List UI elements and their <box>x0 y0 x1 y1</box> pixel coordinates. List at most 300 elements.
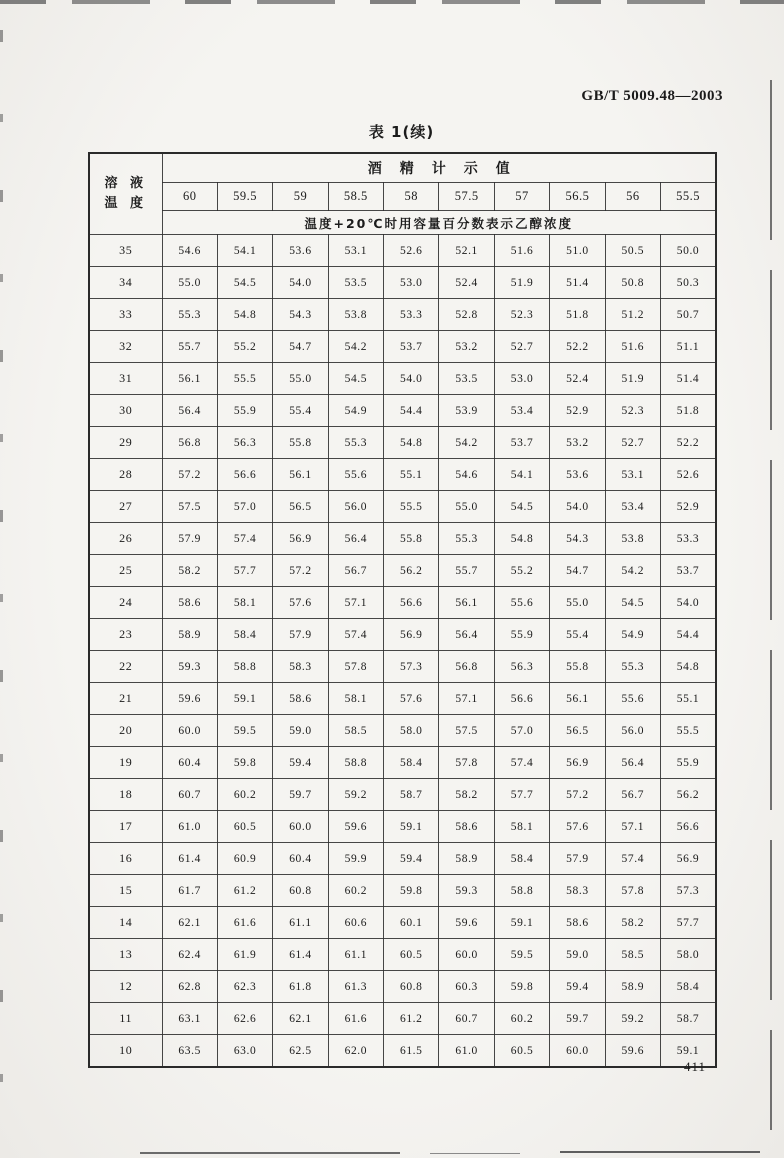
value-cell: 60.4 <box>162 747 217 779</box>
value-cell: 54.4 <box>661 619 717 651</box>
value-cell: 58.3 <box>550 875 605 907</box>
value-cell: 60.4 <box>273 843 328 875</box>
value-cell: 62.8 <box>162 971 217 1003</box>
value-cell: 53.7 <box>384 331 439 363</box>
value-cell: 56.3 <box>217 427 272 459</box>
table-row <box>89 875 716 907</box>
table-row <box>89 747 716 779</box>
value-cell: 55.1 <box>661 683 717 715</box>
value-cell: 55.0 <box>550 587 605 619</box>
value-cell: 55.3 <box>162 299 217 331</box>
value-cell: 59.6 <box>162 683 217 715</box>
table-row <box>89 555 716 587</box>
value-cell: 58.4 <box>384 747 439 779</box>
value-cell: 52.6 <box>661 459 717 491</box>
value-cell: 55.5 <box>384 491 439 523</box>
column-header-cell: 59 <box>273 183 328 211</box>
value-cell: 59.5 <box>494 939 549 971</box>
value-cell: 56.1 <box>162 363 217 395</box>
value-cell: 60.0 <box>439 939 494 971</box>
table-row <box>89 299 716 331</box>
value-cell: 57.3 <box>661 875 717 907</box>
value-cell: 56.4 <box>328 523 383 555</box>
value-cell: 55.6 <box>328 459 383 491</box>
value-cell: 58.0 <box>384 715 439 747</box>
value-cell: 57.7 <box>661 907 717 939</box>
value-cell: 54.0 <box>273 267 328 299</box>
value-cell: 61.6 <box>328 1003 383 1035</box>
column-header-cell: 57 <box>494 183 549 211</box>
standard-code: GB/T 5009.48—2003 <box>581 88 723 104</box>
value-cell: 61.2 <box>384 1003 439 1035</box>
value-cell: 52.4 <box>439 267 494 299</box>
column-header-cell: 55.5 <box>661 183 717 211</box>
value-cell: 55.5 <box>661 715 717 747</box>
value-cell: 63.5 <box>162 1035 217 1068</box>
value-cell: 60.0 <box>162 715 217 747</box>
value-cell: 57.3 <box>384 651 439 683</box>
value-cell: 59.9 <box>328 843 383 875</box>
value-cell: 54.9 <box>328 395 383 427</box>
value-cell: 60.7 <box>162 779 217 811</box>
value-cell: 60.5 <box>217 811 272 843</box>
value-cell: 59.7 <box>550 1003 605 1035</box>
value-cell: 52.7 <box>605 427 660 459</box>
value-cell: 55.0 <box>273 363 328 395</box>
value-cell: 62.3 <box>217 971 272 1003</box>
value-cell: 55.9 <box>217 395 272 427</box>
value-cell: 53.8 <box>328 299 383 331</box>
value-cell: 59.4 <box>273 747 328 779</box>
value-cell: 61.2 <box>217 875 272 907</box>
column-header-cell: 58 <box>384 183 439 211</box>
value-cell: 60.5 <box>494 1035 549 1068</box>
value-cell: 57.9 <box>550 843 605 875</box>
value-cell: 56.8 <box>439 651 494 683</box>
value-cell: 57.8 <box>439 747 494 779</box>
value-cell: 54.0 <box>661 587 717 619</box>
value-cell: 62.6 <box>217 1003 272 1035</box>
value-cell: 55.6 <box>605 683 660 715</box>
value-cell: 58.4 <box>661 971 717 1003</box>
value-cell: 61.4 <box>273 939 328 971</box>
value-cell: 58.6 <box>439 811 494 843</box>
value-cell: 54.7 <box>273 331 328 363</box>
value-cell: 58.4 <box>494 843 549 875</box>
value-cell: 59.6 <box>605 1035 660 1068</box>
value-cell: 54.0 <box>384 363 439 395</box>
temperature-cell: 22 <box>89 651 162 683</box>
value-cell: 54.3 <box>550 523 605 555</box>
value-cell: 58.6 <box>162 587 217 619</box>
value-cell: 58.2 <box>439 779 494 811</box>
value-cell: 53.0 <box>384 267 439 299</box>
value-cell: 62.5 <box>273 1035 328 1068</box>
temperature-cell: 15 <box>89 875 162 907</box>
scan-artifact-right-edge <box>770 80 772 1130</box>
value-cell: 59.0 <box>550 939 605 971</box>
scan-artifact-bottom-edge <box>140 1152 400 1154</box>
value-cell: 59.8 <box>494 971 549 1003</box>
value-cell: 56.3 <box>494 651 549 683</box>
value-cell: 59.1 <box>217 683 272 715</box>
value-cell: 55.0 <box>439 491 494 523</box>
value-cell: 55.4 <box>273 395 328 427</box>
value-cell: 58.1 <box>217 587 272 619</box>
value-cell: 60.8 <box>273 875 328 907</box>
value-cell: 52.2 <box>661 427 717 459</box>
alcohol-concentration-table <box>88 152 717 1068</box>
value-cell: 56.4 <box>605 747 660 779</box>
value-cell: 59.3 <box>162 651 217 683</box>
value-cell: 53.2 <box>439 331 494 363</box>
value-cell: 55.4 <box>550 619 605 651</box>
temperature-cell: 19 <box>89 747 162 779</box>
value-cell: 56.7 <box>328 555 383 587</box>
value-cell: 57.7 <box>494 779 549 811</box>
value-cell: 54.8 <box>384 427 439 459</box>
value-cell: 51.9 <box>605 363 660 395</box>
value-cell: 51.0 <box>550 235 605 267</box>
value-cell: 51.6 <box>494 235 549 267</box>
value-cell: 58.8 <box>328 747 383 779</box>
value-cell: 56.9 <box>273 523 328 555</box>
value-cell: 57.4 <box>605 843 660 875</box>
value-cell: 55.8 <box>273 427 328 459</box>
value-cell: 57.5 <box>439 715 494 747</box>
value-cell: 57.4 <box>328 619 383 651</box>
value-cell: 51.2 <box>605 299 660 331</box>
table-row <box>89 395 716 427</box>
value-cell: 57.9 <box>273 619 328 651</box>
value-cell: 56.8 <box>162 427 217 459</box>
value-cell: 52.2 <box>550 331 605 363</box>
value-cell: 55.1 <box>384 459 439 491</box>
temperature-cell: 12 <box>89 971 162 1003</box>
value-cell: 62.4 <box>162 939 217 971</box>
value-cell: 53.3 <box>661 523 717 555</box>
value-cell: 58.9 <box>605 971 660 1003</box>
value-cell: 54.1 <box>494 459 549 491</box>
value-cell: 61.1 <box>273 907 328 939</box>
page-number: 411 <box>684 1059 707 1074</box>
value-cell: 58.7 <box>384 779 439 811</box>
value-cell: 60.8 <box>384 971 439 1003</box>
corner-header-line2: 温 度 <box>104 196 148 211</box>
value-cell: 59.2 <box>328 779 383 811</box>
table-row <box>89 683 716 715</box>
value-cell: 61.0 <box>162 811 217 843</box>
value-cell: 59.3 <box>439 875 494 907</box>
table-row <box>89 1035 716 1068</box>
table-row <box>89 843 716 875</box>
temperature-cell: 35 <box>89 235 162 267</box>
scan-artifact-bottom-edge <box>430 1153 520 1154</box>
value-cell: 55.7 <box>162 331 217 363</box>
column-header-cell: 56 <box>605 183 660 211</box>
value-cell: 61.9 <box>217 939 272 971</box>
value-cell: 55.8 <box>384 523 439 555</box>
value-cell: 58.9 <box>162 619 217 651</box>
column-header-cell: 58.5 <box>328 183 383 211</box>
table-row <box>89 971 716 1003</box>
value-cell: 62.1 <box>162 907 217 939</box>
table-row <box>89 779 716 811</box>
value-cell: 56.1 <box>439 587 494 619</box>
value-cell: 55.9 <box>661 747 717 779</box>
value-cell: 57.8 <box>605 875 660 907</box>
value-cell: 63.1 <box>162 1003 217 1035</box>
value-cell: 58.2 <box>605 907 660 939</box>
value-cell: 54.2 <box>328 331 383 363</box>
value-cell: 60.3 <box>439 971 494 1003</box>
temperature-cell: 21 <box>89 683 162 715</box>
value-cell: 58.8 <box>494 875 549 907</box>
value-cell: 52.4 <box>550 363 605 395</box>
value-cell: 55.0 <box>162 267 217 299</box>
value-cell: 54.7 <box>550 555 605 587</box>
scan-artifact-top-edge <box>0 0 784 4</box>
value-cell: 57.9 <box>162 523 217 555</box>
value-cell: 61.1 <box>328 939 383 971</box>
value-cell: 54.8 <box>494 523 549 555</box>
value-cell: 59.7 <box>273 779 328 811</box>
value-cell: 57.6 <box>384 683 439 715</box>
value-cell: 59.8 <box>384 875 439 907</box>
value-cell: 58.3 <box>273 651 328 683</box>
value-cell: 59.1 <box>384 811 439 843</box>
table-row <box>89 907 716 939</box>
value-cell: 58.9 <box>439 843 494 875</box>
table-body <box>89 153 716 1067</box>
value-cell: 56.0 <box>328 491 383 523</box>
temperature-cell: 17 <box>89 811 162 843</box>
value-cell: 52.9 <box>550 395 605 427</box>
column-header-cell: 56.5 <box>550 183 605 211</box>
value-cell: 59.4 <box>384 843 439 875</box>
value-cell: 60.2 <box>494 1003 549 1035</box>
value-cell: 59.1 <box>661 1035 717 1068</box>
temperature-cell: 14 <box>89 907 162 939</box>
temperature-cell: 26 <box>89 523 162 555</box>
temperature-cell: 25 <box>89 555 162 587</box>
value-cell: 56.6 <box>661 811 717 843</box>
value-cell: 51.8 <box>550 299 605 331</box>
value-cell: 54.3 <box>273 299 328 331</box>
corner-header-solution-temperature <box>89 153 162 235</box>
value-cell: 57.0 <box>217 491 272 523</box>
value-cell: 53.3 <box>384 299 439 331</box>
value-cell: 59.6 <box>439 907 494 939</box>
value-cell: 53.9 <box>439 395 494 427</box>
value-cell: 50.8 <box>605 267 660 299</box>
value-cell: 56.9 <box>661 843 717 875</box>
scan-artifact-left-edge <box>0 30 3 1130</box>
value-cell: 58.6 <box>273 683 328 715</box>
temperature-cell: 18 <box>89 779 162 811</box>
value-cell: 60.7 <box>439 1003 494 1035</box>
value-cell: 54.6 <box>439 459 494 491</box>
value-cell: 58.7 <box>661 1003 717 1035</box>
value-cell: 56.9 <box>550 747 605 779</box>
value-cell: 61.6 <box>217 907 272 939</box>
value-cell: 60.2 <box>328 875 383 907</box>
value-cell: 56.9 <box>384 619 439 651</box>
value-cell: 57.7 <box>217 555 272 587</box>
value-cell: 58.6 <box>550 907 605 939</box>
column-header-cell: 59.5 <box>217 183 272 211</box>
value-cell: 52.7 <box>494 331 549 363</box>
value-cell: 55.5 <box>217 363 272 395</box>
value-cell: 51.1 <box>661 331 717 363</box>
value-cell: 61.5 <box>384 1035 439 1068</box>
value-cell: 55.2 <box>494 555 549 587</box>
value-cell: 59.2 <box>605 1003 660 1035</box>
value-cell: 60.5 <box>384 939 439 971</box>
column-header-row <box>89 183 716 211</box>
temperature-cell: 34 <box>89 267 162 299</box>
value-cell: 57.1 <box>605 811 660 843</box>
value-cell: 58.5 <box>328 715 383 747</box>
value-cell: 58.0 <box>661 939 717 971</box>
value-cell: 57.2 <box>273 555 328 587</box>
value-cell: 53.0 <box>494 363 549 395</box>
value-cell: 53.6 <box>550 459 605 491</box>
value-cell: 63.0 <box>217 1035 272 1068</box>
value-cell: 58.8 <box>217 651 272 683</box>
temperature-cell: 11 <box>89 1003 162 1035</box>
value-cell: 51.8 <box>661 395 717 427</box>
value-cell: 54.5 <box>328 363 383 395</box>
alcoholmeter-indication-header: 酒精计示值 <box>162 153 716 183</box>
value-cell: 57.4 <box>217 523 272 555</box>
table-row <box>89 267 716 299</box>
table-row <box>89 651 716 683</box>
value-cell: 56.1 <box>550 683 605 715</box>
value-cell: 57.0 <box>494 715 549 747</box>
value-cell: 58.1 <box>328 683 383 715</box>
value-cell: 62.0 <box>328 1035 383 1068</box>
value-cell: 56.4 <box>439 619 494 651</box>
table-row <box>89 523 716 555</box>
value-cell: 55.6 <box>494 587 549 619</box>
value-cell: 50.3 <box>661 267 717 299</box>
table-row <box>89 363 716 395</box>
value-cell: 58.4 <box>217 619 272 651</box>
temperature-cell: 24 <box>89 587 162 619</box>
value-cell: 50.7 <box>661 299 717 331</box>
temperature-cell: 10 <box>89 1035 162 1068</box>
value-cell: 59.0 <box>273 715 328 747</box>
value-cell: 56.6 <box>217 459 272 491</box>
table-row <box>89 715 716 747</box>
value-cell: 56.1 <box>273 459 328 491</box>
column-header-cell: 57.5 <box>439 183 494 211</box>
value-cell: 53.8 <box>605 523 660 555</box>
value-cell: 52.6 <box>384 235 439 267</box>
value-cell: 55.3 <box>439 523 494 555</box>
value-cell: 54.1 <box>217 235 272 267</box>
ethanol-concentration-subheader: 温度+20℃时用容量百分数表示乙醇浓度 <box>162 211 716 235</box>
value-cell: 53.6 <box>273 235 328 267</box>
value-cell: 61.8 <box>273 971 328 1003</box>
header-row-top <box>89 153 716 183</box>
table-row <box>89 1003 716 1035</box>
value-cell: 54.5 <box>217 267 272 299</box>
value-cell: 59.4 <box>550 971 605 1003</box>
value-cell: 54.2 <box>605 555 660 587</box>
corner-header-line1: 溶 液 <box>104 176 148 191</box>
value-cell: 54.8 <box>217 299 272 331</box>
value-cell: 61.0 <box>439 1035 494 1068</box>
value-cell: 57.8 <box>328 651 383 683</box>
value-cell: 57.5 <box>162 491 217 523</box>
value-cell: 60.9 <box>217 843 272 875</box>
value-cell: 58.1 <box>494 811 549 843</box>
value-cell: 53.5 <box>328 267 383 299</box>
value-cell: 57.2 <box>162 459 217 491</box>
table-row <box>89 811 716 843</box>
scan-artifact-bottom-edge <box>560 1151 760 1153</box>
value-cell: 56.0 <box>605 715 660 747</box>
value-cell: 55.2 <box>217 331 272 363</box>
value-cell: 51.6 <box>605 331 660 363</box>
value-cell: 59.1 <box>494 907 549 939</box>
value-cell: 58.5 <box>605 939 660 971</box>
value-cell: 53.4 <box>494 395 549 427</box>
value-cell: 53.2 <box>550 427 605 459</box>
value-cell: 61.3 <box>328 971 383 1003</box>
value-cell: 55.8 <box>550 651 605 683</box>
value-cell: 54.4 <box>384 395 439 427</box>
value-cell: 54.5 <box>494 491 549 523</box>
temperature-cell: 30 <box>89 395 162 427</box>
table-title: 表 1(续) <box>368 123 435 141</box>
table-row <box>89 939 716 971</box>
value-cell: 51.4 <box>550 267 605 299</box>
value-cell: 53.1 <box>328 235 383 267</box>
table-row <box>89 459 716 491</box>
temperature-cell: 28 <box>89 459 162 491</box>
table-row <box>89 587 716 619</box>
value-cell: 54.6 <box>162 235 217 267</box>
value-cell: 55.9 <box>494 619 549 651</box>
value-cell: 60.0 <box>273 811 328 843</box>
value-cell: 52.3 <box>605 395 660 427</box>
value-cell: 52.8 <box>439 299 494 331</box>
value-cell: 50.0 <box>661 235 717 267</box>
value-cell: 54.9 <box>605 619 660 651</box>
value-cell: 50.5 <box>605 235 660 267</box>
value-cell: 53.1 <box>605 459 660 491</box>
value-cell: 56.5 <box>550 715 605 747</box>
value-cell: 57.1 <box>439 683 494 715</box>
value-cell: 61.4 <box>162 843 217 875</box>
value-cell: 54.5 <box>605 587 660 619</box>
value-cell: 51.9 <box>494 267 549 299</box>
value-cell: 56.4 <box>162 395 217 427</box>
value-cell: 53.7 <box>661 555 717 587</box>
value-cell: 62.1 <box>273 1003 328 1035</box>
value-cell: 57.6 <box>550 811 605 843</box>
value-cell: 59.6 <box>328 811 383 843</box>
value-cell: 54.8 <box>661 651 717 683</box>
value-cell: 57.6 <box>273 587 328 619</box>
value-cell: 53.7 <box>494 427 549 459</box>
value-cell: 56.2 <box>384 555 439 587</box>
value-cell: 52.9 <box>661 491 717 523</box>
value-cell: 58.2 <box>162 555 217 587</box>
